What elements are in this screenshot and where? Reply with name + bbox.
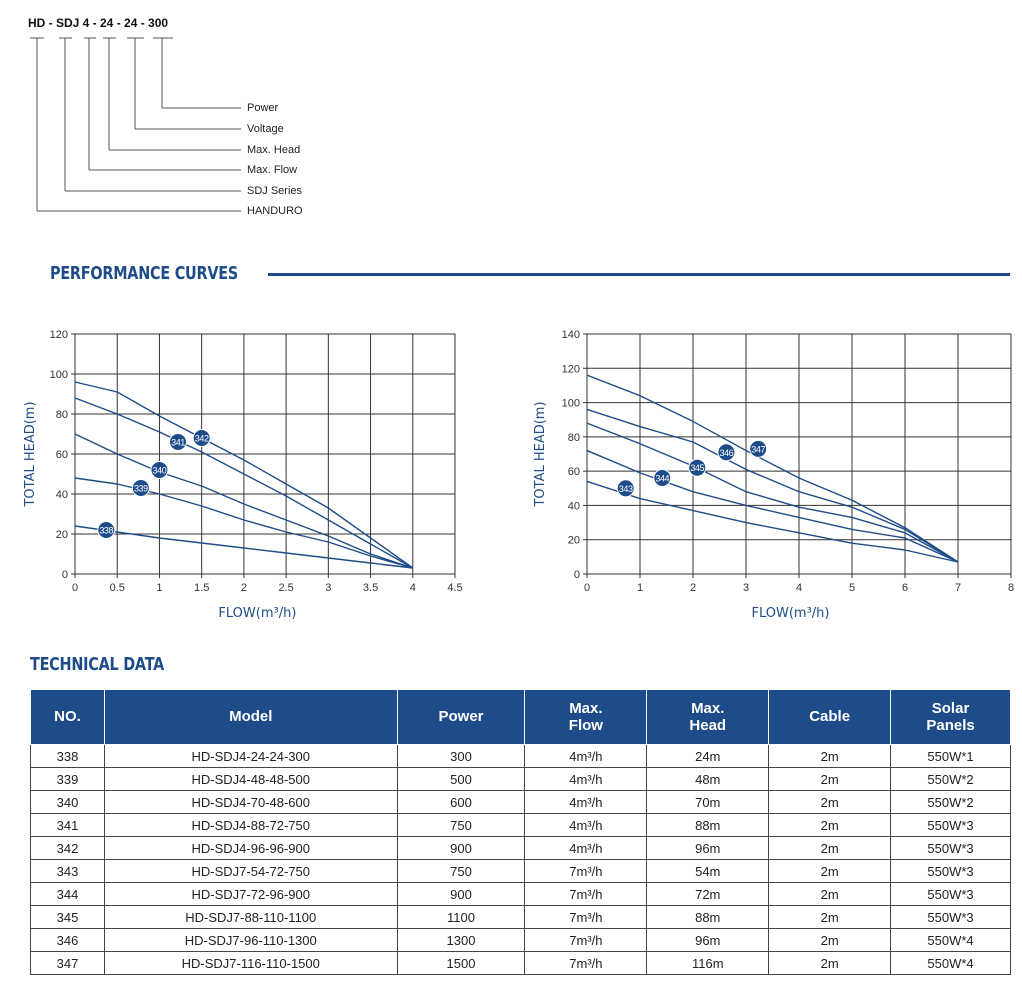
table-cell: 2m — [769, 745, 891, 768]
series-label-342: 342 — [194, 433, 209, 444]
series-label-344: 344 — [655, 473, 670, 484]
table-cell: 900 — [397, 883, 525, 906]
table-cell: 345 — [31, 906, 105, 929]
table-cell: 2m — [769, 883, 891, 906]
legend-max-flow: Max. Flow — [247, 164, 298, 176]
table-cell: 1100 — [397, 906, 525, 929]
table-cell: 1300 — [397, 929, 525, 952]
x-tick-label: 4.5 — [447, 582, 463, 594]
table-cell: HD-SDJ4-48-48-500 — [104, 768, 397, 791]
y-tick-label: 80 — [55, 409, 68, 421]
table-cell: 24m — [647, 745, 769, 768]
series-label-347: 347 — [751, 444, 766, 455]
table-cell: 550W*2 — [891, 791, 1011, 814]
series-line-343 — [587, 481, 958, 562]
performance-curves-heading: PERFORMANCE CURVES — [50, 263, 238, 284]
table-cell: 342 — [31, 837, 105, 860]
y-tick-label: 60 — [567, 466, 580, 479]
series-line-344 — [587, 451, 958, 562]
table-row — [31, 745, 1011, 768]
legend-max-head: Max. Head — [247, 144, 301, 156]
y-tick-label: 100 — [49, 369, 68, 381]
table-row — [31, 929, 1011, 952]
col-header-solar-panels: Solar Panels — [891, 690, 1011, 745]
table-cell: 48m — [647, 768, 769, 791]
y-tick-label: 20 — [55, 529, 68, 541]
table-cell: HD-SDJ7-88-110-1100 — [104, 906, 397, 929]
x-tick-label: 3 — [742, 582, 750, 594]
legend-handuro: HANDURO — [247, 205, 303, 217]
x-tick-label: 1.5 — [194, 582, 210, 594]
performance-chart-sdj4 — [20, 320, 520, 630]
table-cell: 4m³/h — [525, 768, 647, 791]
table-cell: 4m³/h — [525, 791, 647, 814]
table-cell: 2m — [769, 768, 891, 791]
table-cell: 4m³/h — [525, 814, 647, 837]
x-tick-label: 3 — [325, 582, 332, 594]
col-header-no: NO. — [31, 690, 105, 745]
table-cell: 88m — [647, 906, 769, 929]
table-cell: 2m — [769, 814, 891, 837]
y-tick-label: 0 — [573, 569, 580, 581]
table-row — [31, 768, 1011, 791]
x-axis-title: FLOW(m³/h) — [218, 606, 297, 621]
x-tick-label: 0 — [71, 582, 79, 594]
table-cell: 550W*3 — [891, 860, 1011, 883]
performance-chart-sdj7 — [530, 320, 1020, 630]
col-header-max-head: Max. Head — [647, 690, 769, 745]
table-cell: 346 — [31, 929, 105, 952]
table-cell: 7m³/h — [525, 929, 647, 952]
series-line-347 — [587, 375, 958, 562]
table-cell: 338 — [31, 745, 105, 768]
col-header-model: Model — [104, 690, 397, 745]
technical-data-table — [30, 689, 1011, 975]
x-tick-label: 8 — [1007, 582, 1015, 594]
model-code: HD - SDJ 4 - 24 - 24 - 300 — [28, 16, 169, 30]
table-cell: 347 — [31, 952, 105, 975]
table-row — [31, 837, 1011, 860]
series-label-343: 343 — [618, 483, 633, 494]
series-label-341: 341 — [171, 437, 185, 448]
table-cell: 500 — [397, 768, 525, 791]
y-tick-label: 120 — [561, 363, 580, 376]
y-tick-label: 100 — [561, 397, 580, 410]
y-tick-label: 0 — [61, 569, 68, 581]
table-cell: 750 — [397, 814, 525, 837]
table-cell: 7m³/h — [525, 883, 647, 906]
table-row — [31, 814, 1011, 837]
table-cell: HD-SDJ7-72-96-900 — [104, 883, 397, 906]
table-cell: 550W*1 — [891, 745, 1011, 768]
table-cell: 600 — [397, 791, 525, 814]
table-cell: HD-SDJ4-96-96-900 — [104, 837, 397, 860]
series-label-339: 339 — [133, 483, 148, 494]
performance-heading-rule — [268, 273, 1010, 276]
table-cell: 2m — [769, 906, 891, 929]
x-tick-label: 2 — [689, 582, 697, 594]
table-cell: 96m — [647, 837, 769, 860]
table-cell: 72m — [647, 883, 769, 906]
table-row — [31, 860, 1011, 883]
col-header-power: Power — [397, 690, 525, 745]
table-cell: HD-SDJ7-54-72-750 — [104, 860, 397, 883]
table-cell: 750 — [397, 860, 525, 883]
series-line-345 — [587, 423, 958, 562]
x-tick-label: 4 — [795, 582, 803, 594]
table-row — [31, 791, 1011, 814]
legend-power: Power — [247, 102, 279, 114]
table-cell: 550W*4 — [891, 929, 1011, 952]
x-tick-label: 0.5 — [109, 582, 125, 594]
table-cell: 7m³/h — [525, 952, 647, 975]
table-cell: 550W*3 — [891, 883, 1011, 906]
x-tick-label: 0 — [583, 582, 591, 594]
series-label-338: 338 — [99, 525, 114, 536]
table-cell: 550W*4 — [891, 952, 1011, 975]
table-cell: 550W*2 — [891, 768, 1011, 791]
legend-sdj-series: SDJ Series — [247, 185, 303, 197]
table-cell: 341 — [31, 814, 105, 837]
x-tick-label: 1 — [156, 582, 163, 594]
table-cell: 2m — [769, 952, 891, 975]
table-cell: 4m³/h — [525, 745, 647, 768]
table-cell: 70m — [647, 791, 769, 814]
table-cell: 343 — [31, 860, 105, 883]
y-tick-label: 140 — [561, 329, 580, 341]
x-axis-title: FLOW(m³/h) — [751, 606, 830, 621]
y-tick-label: 40 — [55, 489, 68, 501]
table-cell: 340 — [31, 791, 105, 814]
table-cell: 2m — [769, 791, 891, 814]
table-cell: 116m — [647, 952, 769, 975]
y-tick-label: 20 — [567, 534, 580, 547]
table-cell: HD-SDJ7-116-110-1500 — [104, 952, 397, 975]
series-label-340: 340 — [152, 465, 167, 476]
col-header-max-flow: Max. Flow — [525, 690, 647, 745]
x-tick-label: 2.5 — [278, 582, 294, 594]
table-cell: 2m — [769, 860, 891, 883]
y-tick-label: 40 — [567, 500, 580, 513]
table-cell: 7m³/h — [525, 906, 647, 929]
table-cell: HD-SDJ7-96-110-1300 — [104, 929, 397, 952]
table-cell: 54m — [647, 860, 769, 883]
table-cell: HD-SDJ4-70-48-600 — [104, 791, 397, 814]
technical-data-heading: TECHNICAL DATA — [30, 654, 165, 675]
series-label-345: 345 — [690, 463, 705, 474]
table-header-row — [31, 690, 1011, 745]
table-cell: 339 — [31, 768, 105, 791]
table-cell: 1500 — [397, 952, 525, 975]
x-tick-label: 7 — [954, 582, 962, 594]
x-tick-label: 2 — [240, 582, 247, 594]
y-axis-title: TOTAL HEAD(m) — [23, 401, 38, 507]
table-row — [31, 952, 1011, 975]
table-cell: HD-SDJ4-24-24-300 — [104, 745, 397, 768]
x-tick-label: 1 — [636, 582, 644, 594]
y-tick-label: 80 — [567, 431, 580, 444]
table-row — [31, 906, 1011, 929]
legend-voltage: Voltage — [247, 123, 284, 135]
table-cell: 550W*3 — [891, 814, 1011, 837]
series-line-346 — [587, 409, 958, 562]
table-cell: HD-SDJ4-88-72-750 — [104, 814, 397, 837]
table-cell: 550W*3 — [891, 837, 1011, 860]
table-cell: 900 — [397, 837, 525, 860]
table-cell: 2m — [769, 837, 891, 860]
x-tick-label: 5 — [848, 582, 856, 594]
y-tick-label: 120 — [49, 329, 68, 341]
table-cell: 550W*3 — [891, 906, 1011, 929]
table-cell: 7m³/h — [525, 860, 647, 883]
x-tick-label: 6 — [901, 582, 909, 594]
table-cell: 96m — [647, 929, 769, 952]
y-axis-title: TOTAL HEAD(m) — [533, 401, 548, 507]
series-label-346: 346 — [719, 447, 734, 458]
table-cell: 344 — [31, 883, 105, 906]
table-cell: 4m³/h — [525, 837, 647, 860]
table-cell: 2m — [769, 929, 891, 952]
table-cell: 88m — [647, 814, 769, 837]
table-cell: 300 — [397, 745, 525, 768]
x-tick-label: 3.5 — [362, 582, 379, 594]
x-tick-label: 4 — [409, 582, 416, 594]
col-header-cable: Cable — [769, 690, 891, 745]
y-tick-label: 60 — [55, 449, 68, 461]
table-row — [31, 883, 1011, 906]
